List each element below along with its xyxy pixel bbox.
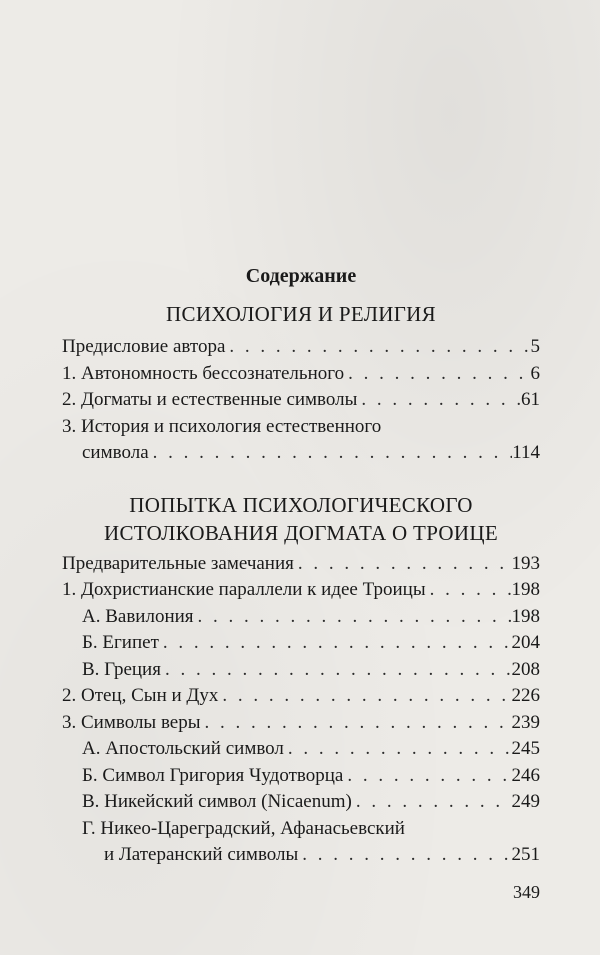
toc-entry <box>62 842 540 869</box>
toc-entry-label: А. Вавилония <box>82 605 194 627</box>
toc-entry <box>62 763 540 790</box>
toc-entry-label: 3. Символы веры <box>62 711 201 733</box>
dot-leader <box>294 551 512 578</box>
toc-entry-label: Б. Египет <box>82 632 159 653</box>
toc-entry-label: и Латеранский символы <box>104 844 299 865</box>
toc-entry-page: 198 <box>511 605 540 627</box>
table-of-contents <box>62 262 540 869</box>
toc-entry-label: Предисловие автора <box>62 336 226 357</box>
toc-entry-page: 239 <box>511 711 540 733</box>
toc-entry-label: А. Апостольский символ <box>82 738 284 759</box>
page-number: 349 <box>513 882 540 902</box>
dot-leader <box>159 630 512 657</box>
toc-entry-page: 61 <box>521 389 540 410</box>
toc-entry <box>62 710 540 737</box>
dot-leader <box>357 387 521 414</box>
dot-leader <box>426 577 512 604</box>
section-title-line2: ИСТОЛКОВАНИЯ ДОГМАТА О ТРОИЦЕ <box>104 520 498 545</box>
toc-entry-page: 249 <box>511 791 540 812</box>
toc-entry-label-line1: 3. История и психология естественного <box>62 415 382 437</box>
toc-entry-page: 208 <box>511 658 540 680</box>
toc-entry-page: 226 <box>511 685 540 706</box>
toc-entry-label: Б. Символ Григория Чудотворца <box>82 764 344 786</box>
toc-entry <box>62 683 540 710</box>
dot-leader <box>352 789 512 816</box>
toc-entry <box>62 577 540 604</box>
toc-entry-page: 114 <box>512 442 540 463</box>
toc-entry-label: символа <box>82 442 149 463</box>
toc-entry <box>62 736 540 763</box>
toc-entry-page: 193 <box>511 552 540 574</box>
dot-leader <box>218 683 511 710</box>
toc-entry-page: 246 <box>511 764 540 786</box>
dot-leader <box>225 334 530 361</box>
dot-leader <box>201 710 512 737</box>
toc-entry-label: 2. Догматы и естественные символы <box>62 389 358 410</box>
toc-entry-label: 1. Автономность бессознательного <box>62 362 345 384</box>
toc-entry-label: 2. Отец, Сын и Дух <box>62 685 219 706</box>
toc-entry <box>62 630 540 657</box>
section-title-trinity <box>62 491 540 547</box>
toc-entry-page: 198 <box>511 579 540 600</box>
toc-entry-page: 251 <box>511 844 540 865</box>
section-title-line1: ПОПЫТКА ПСИХОЛОГИЧЕСКОГО <box>129 492 473 517</box>
toc-entry <box>62 657 540 684</box>
toc-heading: Содержание <box>245 265 357 287</box>
toc-entry <box>62 551 540 578</box>
toc-entry <box>62 334 540 361</box>
dot-leader <box>194 604 512 631</box>
toc-entry-label-line1: Г. Никео-Цареградский, Афанасьевский <box>82 817 405 839</box>
dot-leader <box>149 440 513 467</box>
toc-entry-page: 6 <box>530 362 540 384</box>
toc-entry <box>62 604 540 631</box>
toc-entry-page: 5 <box>530 336 540 357</box>
toc-entry <box>62 789 540 816</box>
toc-entry-label: Предварительные замечания <box>62 552 294 574</box>
dot-leader <box>298 842 511 869</box>
dot-leader <box>344 361 530 388</box>
toc-entry-label: В. Греция <box>82 658 161 680</box>
toc-entry <box>62 361 540 388</box>
dot-leader <box>161 657 512 684</box>
toc-entry <box>62 440 540 467</box>
toc-entry-page: 204 <box>511 632 540 653</box>
dot-leader <box>284 736 512 763</box>
dot-leader <box>343 763 511 790</box>
toc-entry-label: 1. Дохристианские параллели к идее Троицы <box>62 579 426 600</box>
toc-entry-page: 245 <box>511 738 540 759</box>
toc-entry <box>62 387 540 414</box>
toc-entry-label: В. Никейский символ (Nicaenum) <box>82 791 352 812</box>
section-title-psychology-religion: ПСИХОЛОГИЯ И РЕЛИГИЯ <box>166 302 436 326</box>
